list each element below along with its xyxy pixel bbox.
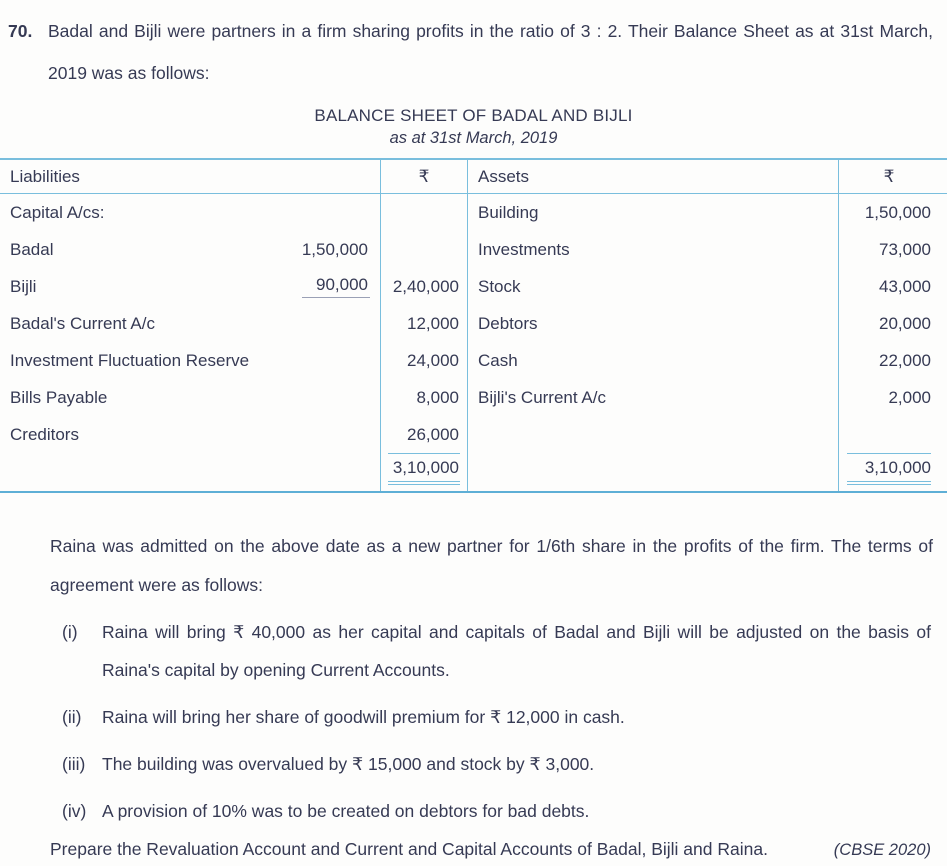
- table-header-row: [0, 160, 947, 194]
- liability-amount: 24,000: [380, 342, 468, 379]
- liability-label: Badal: [10, 239, 54, 259]
- liability-sub-amount-underlined: 90,000: [302, 275, 370, 298]
- terms-intro: Raina was admitted on the above date as a new partner for 1/6th share in the profits of the firm. The terms of agreement were as follows:: [50, 536, 933, 595]
- asset-amount: 20,000: [838, 305, 947, 342]
- asset-label: Cash: [478, 350, 518, 370]
- liability-amount: 12,000: [380, 305, 468, 342]
- liability-amount: 26,000: [380, 416, 468, 453]
- footer-line: [50, 839, 931, 860]
- table-row: [0, 379, 947, 416]
- table-row: [0, 194, 947, 231]
- asset-label: Building: [478, 202, 539, 222]
- source-citation: (CBSE 2020): [833, 841, 931, 859]
- liability-amount: [380, 231, 468, 268]
- table-row: [0, 231, 947, 268]
- liabilities-total: 3,10,000: [388, 453, 460, 485]
- asset-amount: 73,000: [838, 231, 947, 268]
- header-liabilities-amount: ₹: [380, 160, 468, 193]
- question-intro-text: Badal and Bijli were partners in a firm sharing profits in the ratio of 3 : 2. Their Balance Sheet as at 31st March, 2019 was as follows:: [48, 21, 933, 83]
- liability-amount: [380, 194, 468, 231]
- liability-sub-amount: 1,50,000: [301, 239, 368, 259]
- term-text: A provision of 10% was to be created on debtors for bad debts.: [102, 801, 590, 821]
- asset-amount: 1,50,000: [838, 194, 947, 231]
- liability-label: Investment Fluctuation Reserve: [10, 350, 250, 370]
- liability-label: Capital A/cs:: [10, 202, 105, 222]
- liability-label: Creditors: [10, 424, 79, 444]
- asset-label: Debtors: [478, 313, 538, 333]
- balance-sheet-title: BALANCE SHEET OF BADAL AND BIJLI: [314, 106, 633, 125]
- term-item: [62, 745, 931, 783]
- balance-sheet-table: [0, 158, 947, 493]
- asset-amount: 2,000: [838, 379, 947, 416]
- table-row: [0, 342, 947, 379]
- term-numeral: (i): [62, 622, 78, 642]
- prepare-instruction: Prepare the Revaluation Account and Current and Capital Accounts of Badal, Bijli and Raina.: [50, 839, 768, 859]
- header-assets: Assets: [478, 166, 530, 186]
- term-numeral: (iv): [62, 801, 87, 821]
- balance-sheet-heading: [0, 106, 947, 148]
- terms-list: [62, 613, 931, 830]
- term-text: The building was overvalued by ₹ 15,000 and stock by ₹ 3,000.: [102, 754, 595, 774]
- table-total-row: [0, 453, 947, 491]
- term-text: Raina will bring her share of goodwill premium for ₹ 12,000 in cash.: [102, 707, 625, 727]
- asset-label: Investments: [478, 239, 570, 259]
- header-liabilities: Liabilities: [10, 166, 80, 186]
- question-intro: [0, 6, 947, 94]
- asset-amount: 22,000: [838, 342, 947, 379]
- assets-total: 3,10,000: [847, 453, 931, 485]
- asset-amount: 43,000: [838, 268, 947, 305]
- asset-amount: [838, 416, 947, 453]
- asset-label: [468, 416, 838, 453]
- liability-label: Badal's Current A/c: [10, 313, 155, 333]
- term-item: [62, 613, 931, 689]
- term-item: [62, 698, 931, 736]
- term-text: Raina will bring ₹ 40,000 as her capital and capitals of Badal and Bijli will be adjusted on the basis of Raina's capital by opening Current Accounts.: [102, 622, 931, 680]
- table-row: [0, 268, 947, 305]
- header-assets-amount: ₹: [838, 160, 947, 193]
- term-numeral: (ii): [62, 707, 82, 727]
- table-row: [0, 305, 947, 342]
- term-numeral: (iii): [62, 754, 86, 774]
- liability-amount: 2,40,000: [380, 268, 468, 305]
- asset-label: Stock: [478, 276, 521, 296]
- liability-label: Bijli: [10, 276, 37, 296]
- table-row: [0, 416, 947, 453]
- term-item: [62, 792, 931, 830]
- balance-sheet-subtitle: as at 31st March, 2019: [389, 129, 558, 147]
- liability-label: Bills Payable: [10, 387, 108, 407]
- question-number: 70.: [8, 21, 33, 41]
- asset-label: Bijli's Current A/c: [478, 387, 606, 407]
- liability-amount: 8,000: [380, 379, 468, 416]
- table-body: [0, 194, 947, 491]
